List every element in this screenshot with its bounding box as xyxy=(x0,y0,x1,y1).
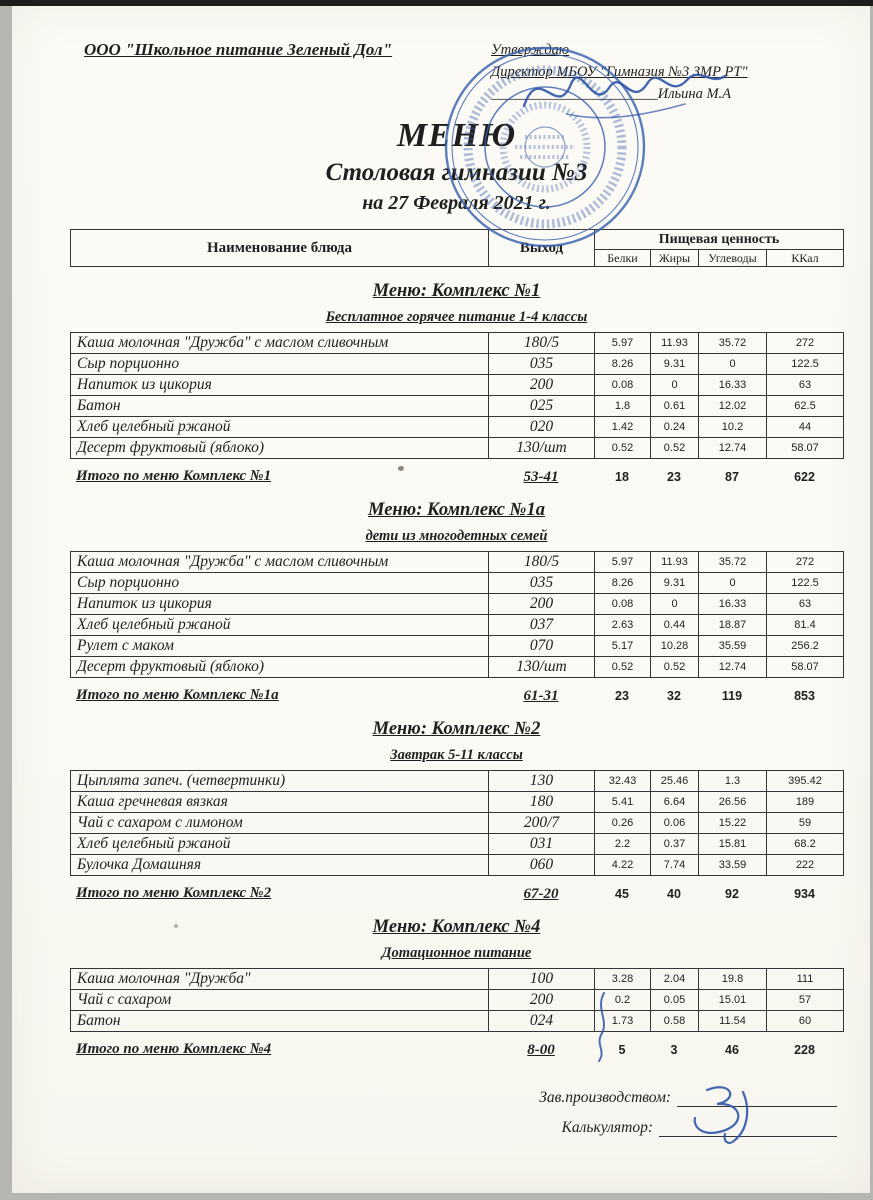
total-fat: 32 xyxy=(667,689,681,704)
dish-output: 060 xyxy=(489,855,595,876)
label-calculator: Калькулятор: xyxy=(561,1119,653,1137)
total-row xyxy=(70,1038,843,1059)
total-carbs: 119 xyxy=(721,689,743,704)
dish-name: Хлеб целебный ржаной xyxy=(71,615,489,636)
col-header-dish: Наименование блюда xyxy=(71,230,489,267)
menu-row xyxy=(71,969,844,990)
total-label xyxy=(70,684,488,705)
menu-row xyxy=(71,657,844,678)
dish-name: Хлеб целебный ржаной xyxy=(71,417,489,438)
dish-fat: 0.44 xyxy=(651,615,699,636)
dish-fat: 0.05 xyxy=(651,990,699,1011)
page-date: на 27 Февраля 2021 г. xyxy=(362,192,551,215)
dish-fat: 11.93 xyxy=(651,552,699,573)
total-protein: 5 xyxy=(618,1043,626,1058)
total-output-text: 8-00 xyxy=(527,1041,555,1058)
dish-kcal: 256.2 xyxy=(767,636,844,657)
total-row xyxy=(70,684,843,705)
dish-kcal: 58.07 xyxy=(767,657,844,678)
dish-name: Батон xyxy=(71,396,489,417)
dish-carbs: 12.02 xyxy=(699,396,767,417)
calculator-line xyxy=(70,1119,837,1137)
dish-name: Хлеб целебный ржаной xyxy=(71,834,489,855)
col-header-fat: Жиры xyxy=(651,250,699,267)
dish-name: Чай с сахаром с лимоном xyxy=(71,813,489,834)
menu-row xyxy=(71,438,844,459)
dish-fat: 0.24 xyxy=(651,417,699,438)
section-heading-text: Меню: Комплекс №1 xyxy=(372,281,541,302)
dish-output: 025 xyxy=(489,396,595,417)
dish-output: 035 xyxy=(489,354,595,375)
dish-kcal: 272 xyxy=(767,552,844,573)
menu-table xyxy=(70,332,844,459)
dish-fat: 0.06 xyxy=(651,813,699,834)
dish-name: Каша молочная "Дружба" xyxy=(71,969,489,990)
dish-protein: 0.08 xyxy=(595,375,651,396)
section-subtitle-text: Дотационное питание xyxy=(381,945,532,962)
total-carbs: 87 xyxy=(725,470,739,485)
dish-name: Сыр порционно xyxy=(71,354,489,375)
menu-section xyxy=(70,719,843,903)
section-subtitle xyxy=(70,945,843,962)
dish-protein: 0.08 xyxy=(595,594,651,615)
total-output xyxy=(488,1038,594,1059)
dish-protein: 1.73 xyxy=(595,1011,651,1032)
dish-fat: 0 xyxy=(651,594,699,615)
dish-carbs: 33.59 xyxy=(699,855,767,876)
menu-row xyxy=(71,573,844,594)
dish-output: 037 xyxy=(489,615,595,636)
dish-kcal: 68.2 xyxy=(767,834,844,855)
dish-fat: 7.74 xyxy=(651,855,699,876)
scan-speck xyxy=(174,924,178,928)
dish-carbs: 15.22 xyxy=(699,813,767,834)
menu-section xyxy=(70,281,843,486)
menu-row xyxy=(71,636,844,657)
dish-output: 130 xyxy=(489,771,595,792)
pen-mark xyxy=(590,991,620,1066)
menu-row xyxy=(71,354,844,375)
dish-name: Напиток из цикория xyxy=(71,594,489,615)
scanned-menu-page xyxy=(12,6,870,1193)
menu-row xyxy=(71,813,844,834)
dish-kcal: 58.07 xyxy=(767,438,844,459)
total-row xyxy=(70,465,843,486)
document-footer xyxy=(70,1089,843,1137)
dish-output: 035 xyxy=(489,573,595,594)
total-kcal: 228 xyxy=(794,1043,815,1058)
col-header-kcal: ККал xyxy=(767,250,844,267)
dish-carbs: 0 xyxy=(699,573,767,594)
dish-name: Десерт фруктовый (яблоко) xyxy=(71,438,489,459)
dish-carbs: 35.72 xyxy=(699,333,767,354)
dish-carbs: 12.74 xyxy=(699,657,767,678)
menu-row xyxy=(71,1011,844,1032)
dish-kcal: 57 xyxy=(767,990,844,1011)
menu-row xyxy=(71,594,844,615)
dish-fat: 0.58 xyxy=(651,1011,699,1032)
approval-signature-line: _______________________Ильина М.А xyxy=(491,85,732,102)
total-output-text: 67-20 xyxy=(523,885,559,902)
dish-carbs: 15.01 xyxy=(699,990,767,1011)
dish-protein: 4.22 xyxy=(595,855,651,876)
dish-kcal: 272 xyxy=(767,333,844,354)
dish-protein: 5.41 xyxy=(595,792,651,813)
dish-kcal: 189 xyxy=(767,792,844,813)
section-heading xyxy=(70,281,843,302)
dish-fat: 0 xyxy=(651,375,699,396)
total-label-text: Итого по меню Комплекс №4 xyxy=(76,1041,272,1058)
dish-protein: 2.63 xyxy=(595,615,651,636)
total-label xyxy=(70,465,488,486)
dish-protein: 1.8 xyxy=(595,396,651,417)
total-output xyxy=(488,882,594,903)
menu-row xyxy=(71,615,844,636)
dish-protein: 3.28 xyxy=(595,969,651,990)
calculator-signature-line xyxy=(659,1121,837,1137)
dish-kcal: 111 xyxy=(767,969,844,990)
total-carbs: 46 xyxy=(725,1043,739,1058)
dish-output: 200 xyxy=(489,594,595,615)
total-protein: 23 xyxy=(615,689,629,704)
menu-row xyxy=(71,552,844,573)
menu-row xyxy=(71,417,844,438)
total-row xyxy=(70,882,843,903)
page-subtitle: Столовая гимназии №3 xyxy=(325,159,588,187)
dish-kcal: 63 xyxy=(767,594,844,615)
total-label xyxy=(70,882,488,903)
menu-sections xyxy=(70,281,843,1059)
menu-row xyxy=(71,990,844,1011)
dish-carbs: 26.56 xyxy=(699,792,767,813)
page-content xyxy=(70,6,843,1137)
section-subtitle-text: Завтрак 5-11 классы xyxy=(390,747,523,764)
dish-fat: 6.64 xyxy=(651,792,699,813)
col-header-output: Выход xyxy=(489,230,595,267)
dish-kcal: 395.42 xyxy=(767,771,844,792)
dish-name: Булочка Домашняя xyxy=(71,855,489,876)
total-output-text: 61-31 xyxy=(523,687,559,704)
section-heading xyxy=(70,917,843,938)
dish-protein: 5.97 xyxy=(595,552,651,573)
dish-kcal: 62.5 xyxy=(767,396,844,417)
section-heading xyxy=(70,500,843,521)
dish-carbs: 1.3 xyxy=(699,771,767,792)
menu-section xyxy=(70,500,843,705)
dish-carbs: 35.59 xyxy=(699,636,767,657)
menu-row xyxy=(71,834,844,855)
menu-row xyxy=(71,855,844,876)
total-protein: 45 xyxy=(615,887,629,902)
dish-protein: 0.52 xyxy=(595,438,651,459)
dish-output: 031 xyxy=(489,834,595,855)
dish-carbs: 12.74 xyxy=(699,438,767,459)
dish-carbs: 10.2 xyxy=(699,417,767,438)
col-header-nutrition: Пищевая ценность xyxy=(595,230,844,250)
dish-kcal: 222 xyxy=(767,855,844,876)
director-signature xyxy=(509,54,739,134)
dish-output: 180/5 xyxy=(489,333,595,354)
dish-protein: 0.26 xyxy=(595,813,651,834)
dish-name: Десерт фруктовый (яблоко) xyxy=(71,657,489,678)
section-total-row xyxy=(70,465,843,486)
section-heading-text: Меню: Комплекс №4 xyxy=(372,917,541,938)
dish-output: 024 xyxy=(489,1011,595,1032)
total-fat: 40 xyxy=(667,887,681,902)
dish-carbs: 0 xyxy=(699,354,767,375)
total-label-text: Итого по меню Комплекс №2 xyxy=(76,885,272,902)
dish-fat: 10.28 xyxy=(651,636,699,657)
total-label-text: Итого по меню Комплекс №1а xyxy=(76,687,279,704)
section-heading-text: Меню: Комплекс №1а xyxy=(368,500,545,521)
dish-protein: 8.26 xyxy=(595,354,651,375)
dish-name: Каша молочная "Дружба" с маслом сливочным xyxy=(71,552,489,573)
dish-output: 200/7 xyxy=(489,813,595,834)
dish-fat: 0.52 xyxy=(651,438,699,459)
dish-output: 180 xyxy=(489,792,595,813)
total-output-text: 53-41 xyxy=(523,468,559,485)
dish-protein: 0.2 xyxy=(595,990,651,1011)
dish-kcal: 60 xyxy=(767,1011,844,1032)
company-name: ООО "Школьное питание Зеленый Дол" xyxy=(84,40,393,59)
total-kcal: 853 xyxy=(794,689,815,704)
scanner-edge xyxy=(0,0,873,6)
dish-protein: 5.17 xyxy=(595,636,651,657)
menu-section xyxy=(70,917,843,1059)
dish-name: Рулет с маком xyxy=(71,636,489,657)
dish-output: 200 xyxy=(489,990,595,1011)
dish-carbs: 16.33 xyxy=(699,594,767,615)
dish-output: 180/5 xyxy=(489,552,595,573)
dish-carbs: 16.33 xyxy=(699,375,767,396)
dish-protein: 1.42 xyxy=(595,417,651,438)
section-total-row xyxy=(70,1038,843,1059)
section-total-row xyxy=(70,684,843,705)
dish-kcal: 63 xyxy=(767,375,844,396)
dish-output: 130/шт xyxy=(489,657,595,678)
dish-name: Сыр порционно xyxy=(71,573,489,594)
approval-word: Утверждаю xyxy=(491,42,570,58)
dish-fat: 0.52 xyxy=(651,657,699,678)
total-protein: 18 xyxy=(615,470,629,485)
dish-output: 100 xyxy=(489,969,595,990)
section-total-row xyxy=(70,882,843,903)
section-subtitle xyxy=(70,528,843,545)
dish-fat: 9.31 xyxy=(651,573,699,594)
section-subtitle xyxy=(70,747,843,764)
menu-row xyxy=(71,333,844,354)
dish-kcal: 81.4 xyxy=(767,615,844,636)
dish-name: Батон xyxy=(71,1011,489,1032)
dish-name: Цыплята запеч. (четвертинки) xyxy=(71,771,489,792)
section-subtitle xyxy=(70,309,843,326)
dish-kcal: 122.5 xyxy=(767,573,844,594)
col-header-carbs: Углеводы xyxy=(699,250,767,267)
dish-fat: 0.37 xyxy=(651,834,699,855)
dish-protein: 0.52 xyxy=(595,657,651,678)
menu-table xyxy=(70,770,844,876)
total-output xyxy=(488,684,594,705)
section-heading-text: Меню: Комплекс №2 xyxy=(372,719,541,740)
total-label-text: Итого по меню Комплекс №1 xyxy=(76,468,272,485)
total-label xyxy=(70,1038,488,1059)
total-fat: 3 xyxy=(670,1043,678,1058)
dish-name: Напиток из цикория xyxy=(71,375,489,396)
section-heading xyxy=(70,719,843,740)
total-kcal: 622 xyxy=(794,470,815,485)
section-subtitle-text: дети из многодетных семей xyxy=(365,528,548,545)
dish-carbs: 11.54 xyxy=(699,1011,767,1032)
dish-name: Каша молочная "Дружба" с маслом сливочным xyxy=(71,333,489,354)
dish-fat: 11.93 xyxy=(651,333,699,354)
scan-speck xyxy=(398,466,404,471)
total-kcal: 934 xyxy=(794,887,815,902)
dish-name: Каша гречневая вязкая xyxy=(71,792,489,813)
dish-fat: 2.04 xyxy=(651,969,699,990)
dish-name: Чай с сахаром xyxy=(71,990,489,1011)
dish-output: 200 xyxy=(489,375,595,396)
menu-table xyxy=(70,968,844,1032)
total-fat: 23 xyxy=(667,470,681,485)
dish-kcal: 59 xyxy=(767,813,844,834)
menu-row xyxy=(71,771,844,792)
section-subtitle-text: Бесплатное горячее питание 1-4 классы xyxy=(325,309,588,326)
dish-protein: 32.43 xyxy=(595,771,651,792)
dish-kcal: 44 xyxy=(767,417,844,438)
dish-fat: 0.61 xyxy=(651,396,699,417)
menu-row xyxy=(71,792,844,813)
col-header-protein: Белки xyxy=(595,250,651,267)
dish-protein: 2.2 xyxy=(595,834,651,855)
dish-output: 070 xyxy=(489,636,595,657)
menu-table xyxy=(70,551,844,678)
page-title: МЕНЮ xyxy=(396,117,517,155)
dish-carbs: 19.8 xyxy=(699,969,767,990)
approval-director: Директор МБОУ "Гимназия №3 ЗМР РТ" xyxy=(491,63,748,80)
dish-carbs: 35.72 xyxy=(699,552,767,573)
dish-fat: 9.31 xyxy=(651,354,699,375)
dish-fat: 25.46 xyxy=(651,771,699,792)
total-carbs: 92 xyxy=(725,887,739,902)
calculator-signature xyxy=(677,1078,777,1150)
dish-protein: 5.97 xyxy=(595,333,651,354)
dish-carbs: 18.87 xyxy=(699,615,767,636)
menu-row xyxy=(71,396,844,417)
label-manager: Зав.производством: xyxy=(539,1089,671,1107)
dish-protein: 8.26 xyxy=(595,573,651,594)
total-output xyxy=(488,465,594,486)
dish-kcal: 122.5 xyxy=(767,354,844,375)
dish-output: 130/шт xyxy=(489,438,595,459)
menu-row xyxy=(71,375,844,396)
dish-carbs: 15.81 xyxy=(699,834,767,855)
dish-output: 020 xyxy=(489,417,595,438)
